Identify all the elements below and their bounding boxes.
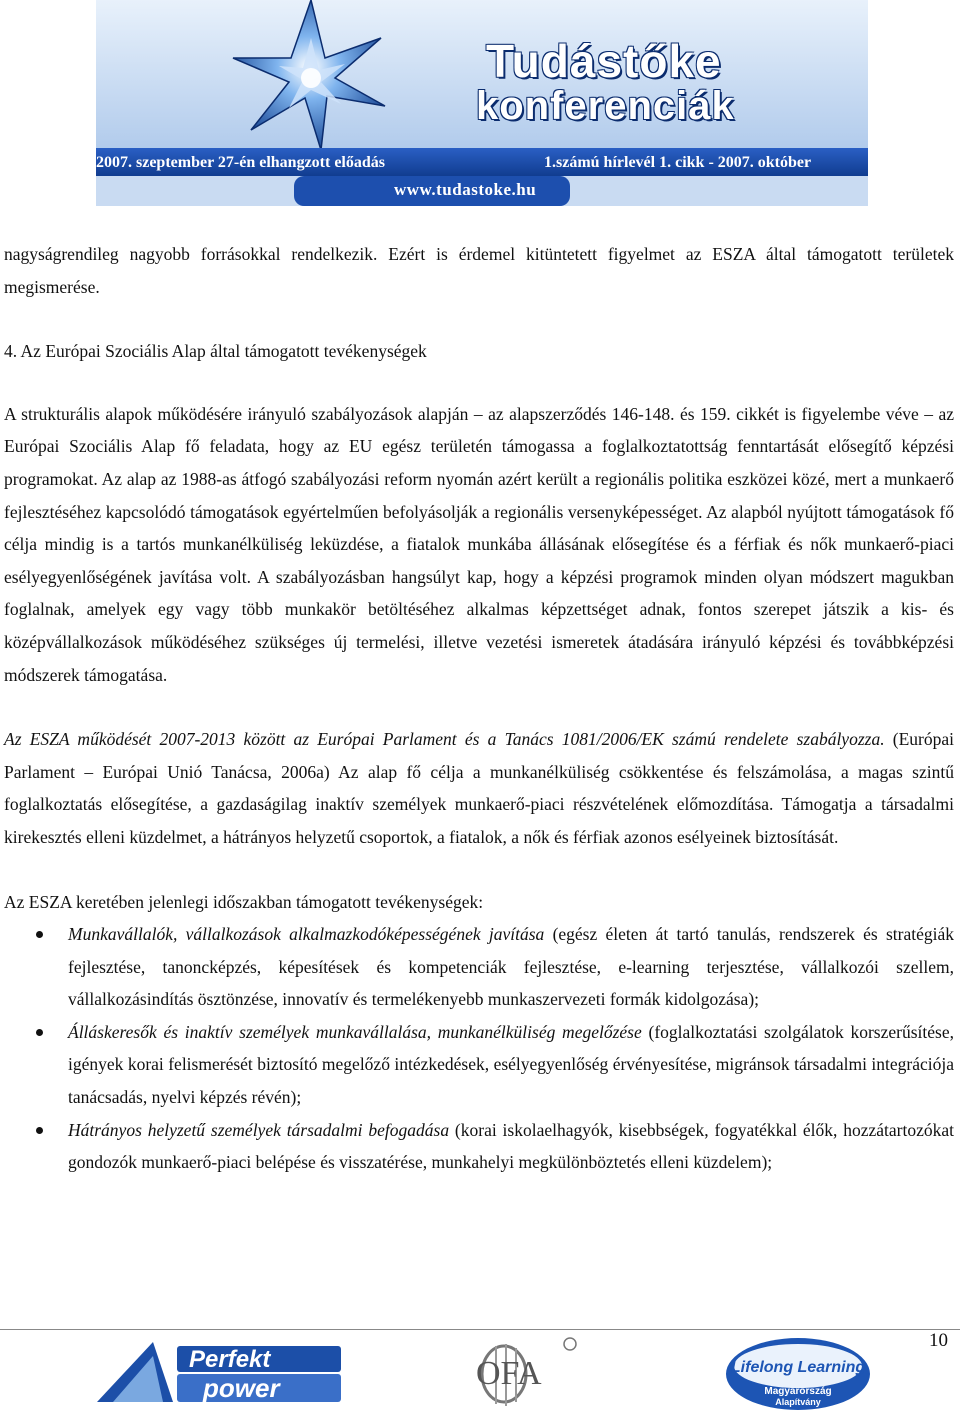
- logo-lll-country: Magyarország: [764, 1386, 832, 1397]
- bullet-icon: [36, 931, 43, 938]
- perfekt-power-logo: [93, 1336, 345, 1406]
- brand-title: Tudástőke: [486, 35, 722, 87]
- header-banner: [96, 0, 868, 206]
- logo-power-text: power: [203, 1373, 280, 1403]
- page-number: 10: [929, 1330, 948, 1351]
- activities-list: [4, 918, 954, 1179]
- section-heading: 4. Az Európai Szociális Alap által támogatott tevékenységek: [4, 341, 427, 362]
- footer-divider: [0, 1329, 960, 1330]
- regulation-body: (Európai Parlament – Európai Unió Tanácsa, 2006a) Az alap fő célja a munkanélküliség csökkentése és felszámolása, a magas szintű foglalkoztatás elősegítése, a gazdaságilag inaktív személyek munkaerő-piaci részvételének előmozdítása. Támogatja a társadalmi kirekesztés elleni küzdelmet, a hátrányos helyzetű csoportok, a fiatalok, a nők és férfiak azonos esélyeinek biztosítását.: [4, 729, 954, 847]
- website-link[interactable]: www.tudastoke.hu: [394, 180, 537, 199]
- list-item: [4, 918, 954, 1016]
- paragraph-intro: nagyságrendileg nagyobb forrásokkal rendelkezik. Ezért is érdemel kitüntetett figyelmet az ESZA által támogatott területek megismerése.: [4, 244, 954, 297]
- bullet-icon: [36, 1029, 43, 1036]
- paragraph-structural-funds: A strukturális alapok működésére irányuló szabályozások alapján – az alapszerződés 146-148. és 159. cikkét is figyelembe véve – az Európai Szociális Alap fő feladata, hogy az EU egész területén támogassa a foglalkoztatottság fenntartását elősegítő képzési programokat. Az alap az 1988-as átfogó szabályozási reform nyomán azért került a regionális politika eszközei közé, mert a munkaerő fejlesztéséhez kapcsolódó támogatások egyértelműen befolyásolják a regionális versenyképességet. Az alapból nyújtott támogatások fő célja mindig is a tartós munkanélküliség leküzdése, a fiatalok munkába állásának elősegítése és a férfiak és nők munkaerő-piaci esélyegyenlőségének javítása volt. A szabályozásban hangsúlyt kap, hogy a képzési programok minden olyan módszert magukban foglalnak, amelyek egy vagy több munkakör betöltéséhez alkalmas képzettséget adnak, fontos szerepet játszik a kis- és középvállalkozások működéséhez szükséges új termelési, illetve vezetési ismeretek átadására irányuló képzési és továbbképzési módszerek támogatása.: [4, 403, 954, 685]
- logo-lll-title: Lifelong Learning: [730, 1359, 866, 1376]
- list-item-title: Álláskeresők és inaktív személyek munkavállalása, munkanélküliség megelőzése: [68, 1021, 642, 1042]
- paragraph-regulation: [4, 723, 954, 853]
- brand-subtitle: konferenciák: [476, 84, 735, 128]
- ofa-logo: [466, 1334, 586, 1410]
- newsletter-ref-text: 1.számú hírlevél 1. cikk - 2007. október: [544, 154, 812, 171]
- lifelong-learning-logo: [724, 1336, 872, 1412]
- regulation-citation: Az ESZA működését 2007-2013 között az Európai Parlament és a Tanács 1081/2006/EK számú rendelete szabályozza.: [4, 729, 885, 750]
- logo-lll-foundation: Alapítvány: [775, 1397, 821, 1407]
- logo-perfekt-text: Perfekt: [189, 1346, 271, 1373]
- list-item-title: Hátrányos helyzetű személyek társadalmi befogadása: [68, 1119, 450, 1140]
- logo-ofa-text: OFA: [476, 1355, 542, 1392]
- list-item-body: (egész életen át tartó tanulás, rendszerek és stratégiák fejlesztése, tanoncképzés, képesítések és kompetenciák fejlesztése, e-learning terjesztése, vállalkozói szellem, vállalkozásindítás ösztönzése, innovatív és termelékenyebb munkaszervezeti formák kidolgozása);: [68, 924, 954, 1010]
- list-item: [4, 1114, 954, 1179]
- list-item: [4, 1016, 954, 1114]
- list-item-title: Munkavállalók, vállalkozások alkalmazkodóképességének javítása: [68, 924, 545, 945]
- document-body: [4, 238, 954, 1179]
- list-item-body: (korai iskolaelhagyók, kisebbségek, fogyatékkal élők, hozzátartozókat gondozók munkaerő-piaci belépése és visszatérése, munkahelyi megkülönböztetés elleni küzdelem);: [68, 1119, 954, 1173]
- paragraph-activities-intro: Az ESZA keretében jelenlegi időszakban támogatott tevékenységek:: [4, 891, 484, 912]
- list-item-body: (foglalkoztatási szolgálatok korszerűsítése, igények korai felismerését biztosító megelőző intézkedések, esélyegyenlőség érvényesítése, migránsok társadalmi integrációja tanácsadás, nyelvi képzés révén);: [68, 1021, 954, 1108]
- bullet-icon: [36, 1127, 43, 1134]
- lecture-date-text: 2007. szeptember 27-én elhangzott előadás: [96, 154, 385, 171]
